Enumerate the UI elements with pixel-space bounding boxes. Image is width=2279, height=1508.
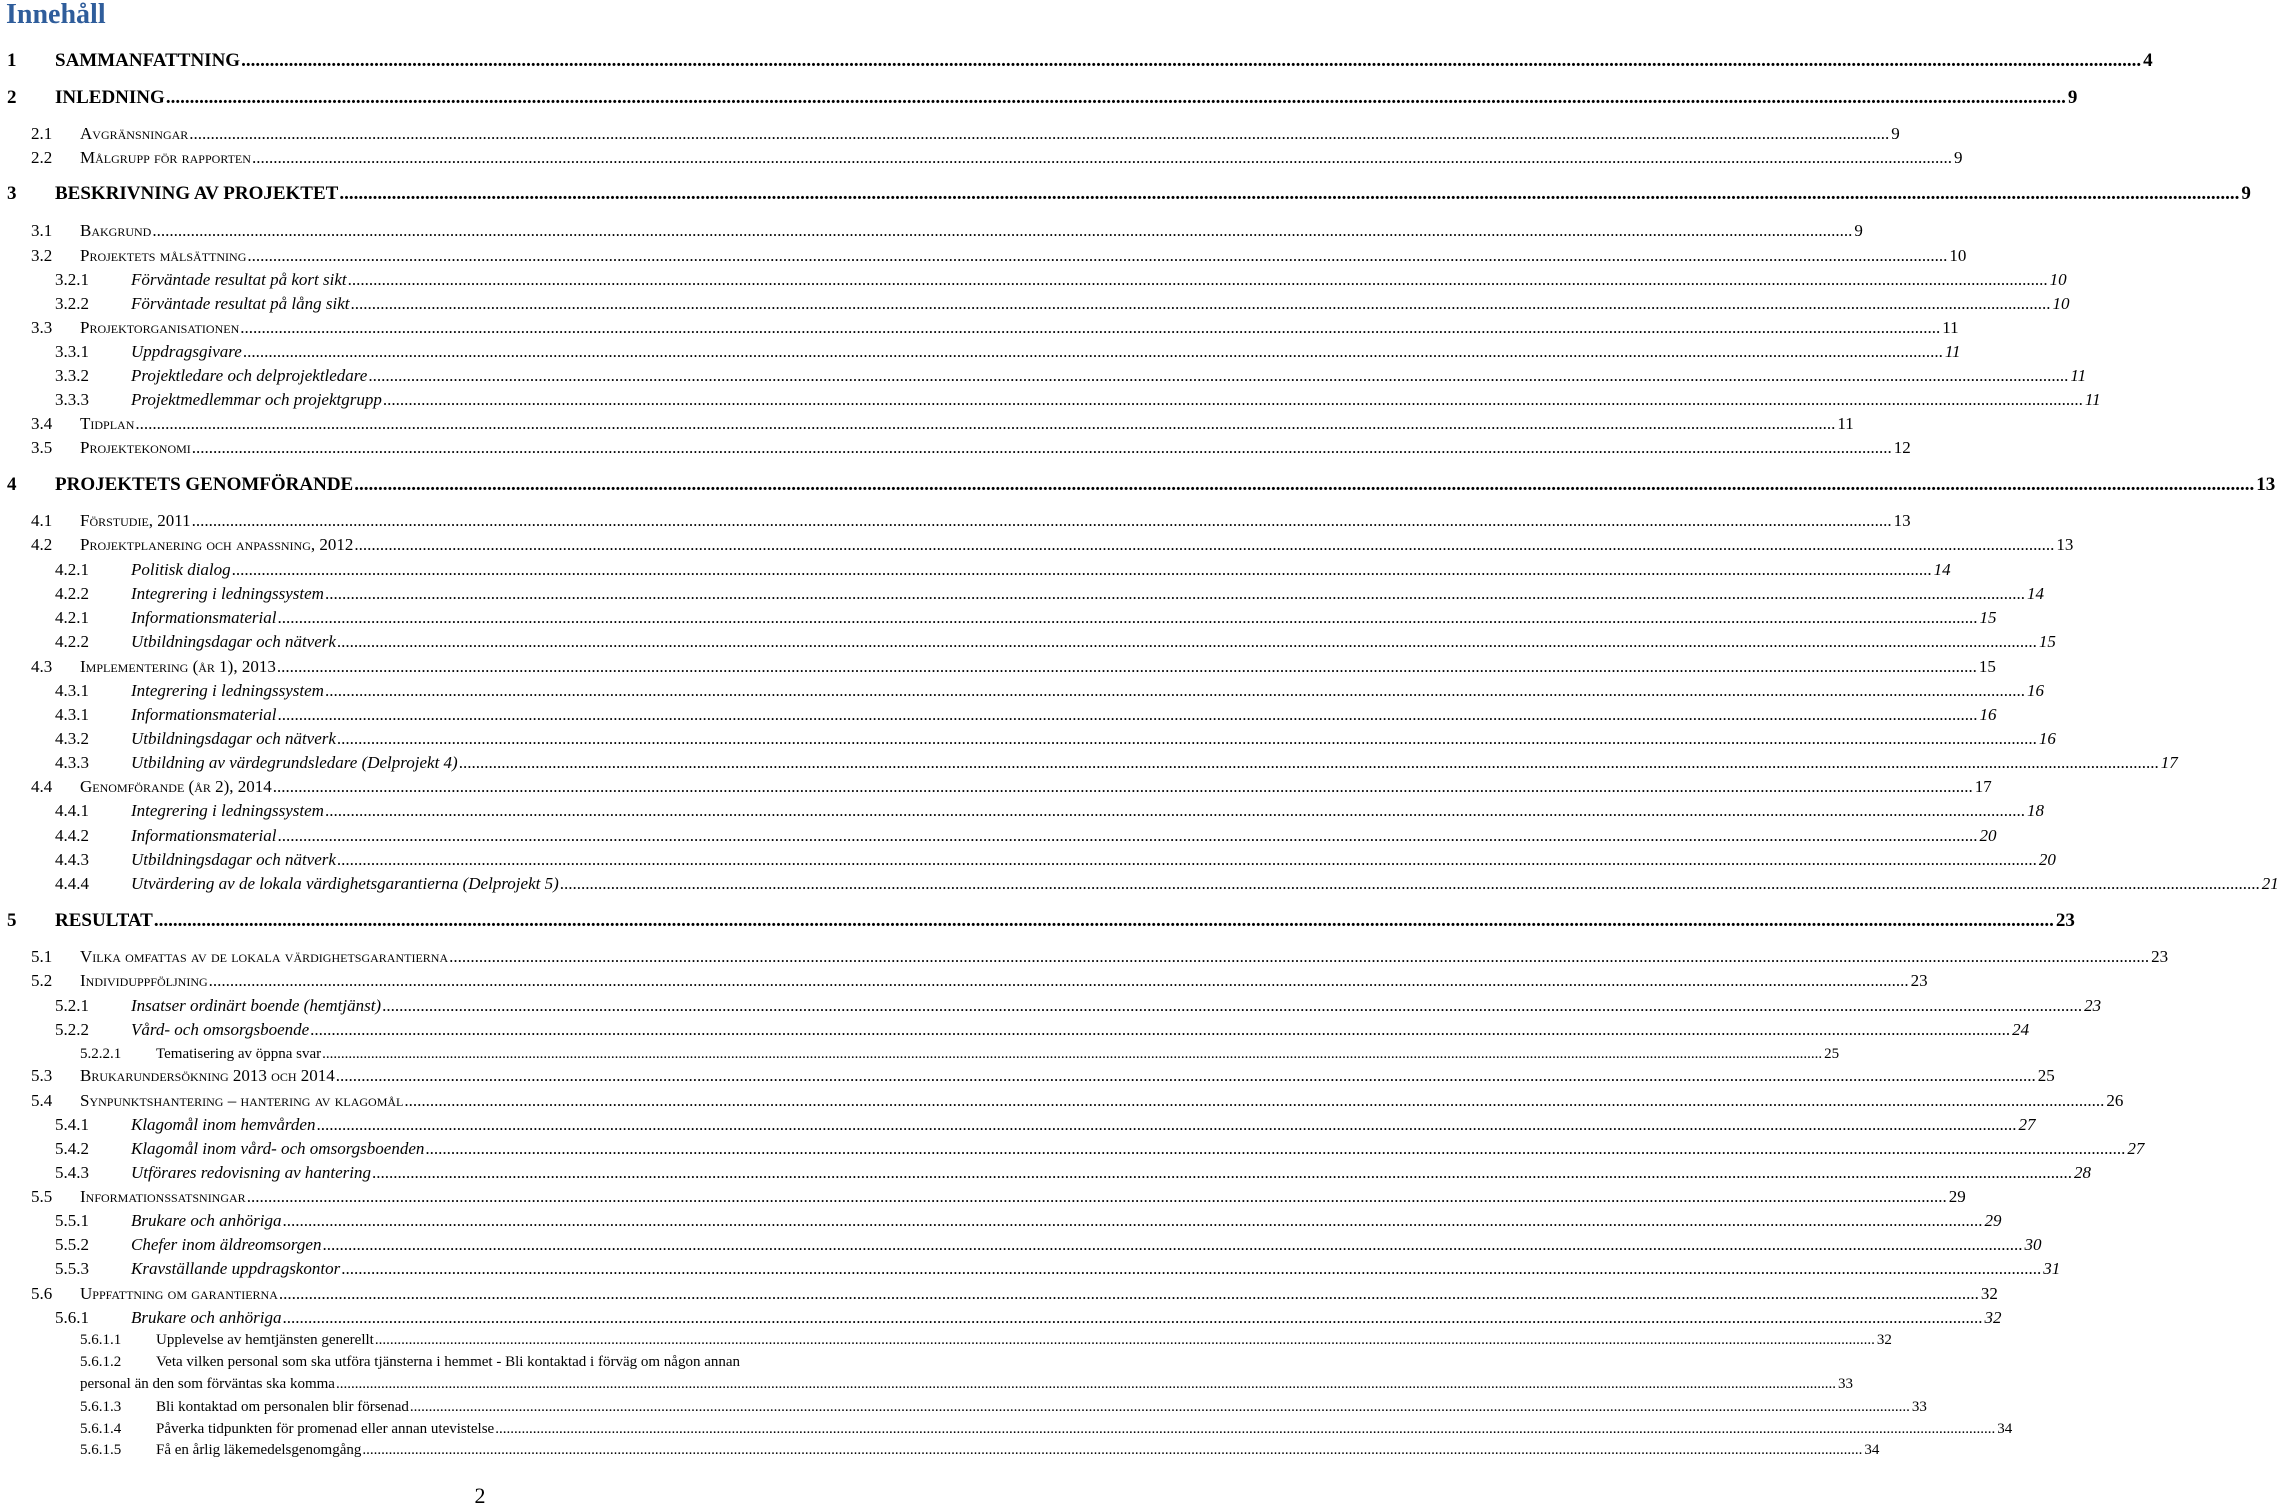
toc-entry-page: 32 (1876, 1332, 1892, 1348)
dot-leader: ................................................................................................................................................................................................................................................................................................................................................................................................................ (240, 318, 1941, 337)
toc-entry-number: 2.2 (31, 148, 53, 167)
toc-entry[interactable] (0, 436, 1911, 460)
toc-entry-number: 3 (7, 183, 17, 204)
toc-entry-number: 5.4 (31, 1091, 53, 1110)
toc-entry-page: 29 (1948, 1187, 1966, 1206)
toc-entry-page: 11 (1944, 342, 1961, 361)
toc-entry-page: 21 (2261, 874, 2279, 893)
toc-entry[interactable] (0, 1306, 2002, 1330)
toc-entry-page: 14 (2026, 584, 2044, 603)
toc-heading: Innehåll (6, 0, 106, 30)
toc-entry[interactable] (0, 182, 2251, 206)
toc-entry-number: 5.6.1.4 (80, 1421, 122, 1437)
toc-entry[interactable] (0, 1161, 2092, 1185)
toc-entry[interactable] (0, 292, 2070, 316)
toc-entry[interactable] (0, 969, 1928, 993)
toc-entry[interactable] (0, 848, 2056, 872)
toc-entry-number: 3.5 (31, 438, 53, 457)
toc-entry-title: Uppfattning om garantierna (80, 1282, 279, 1306)
toc-entry-page: 23 (2084, 996, 2102, 1015)
toc-entry-page: 9 (1891, 124, 1900, 143)
toc-entry-page: 23 (2151, 947, 2169, 966)
toc-entry[interactable] (0, 655, 1996, 679)
toc-entry[interactable] (0, 945, 2169, 969)
toc-entry[interactable] (0, 412, 1854, 436)
toc-entry-number: 5.4.1 (55, 1115, 89, 1134)
dot-leader: ................................................................................................................................................................................................................................................................................................................................................................................................................ (208, 971, 1909, 990)
toc-entry-title: Informationsmaterial (131, 824, 277, 848)
page-number: 2 (474, 1483, 486, 1508)
dot-leader: ................................................................................................................................................................................................................................................................................................................................................................................................................ (153, 910, 2054, 931)
toc-entry-number: 4.4.4 (55, 874, 89, 893)
toc-entry-page: 28 (2074, 1163, 2092, 1182)
toc-entry-title: Påverka tidpunkten för promenad eller annan utevistelse (156, 1417, 495, 1441)
dot-leader: ................................................................................................................................................................................................................................................................................................................................................................................................................ (276, 657, 1977, 676)
toc-entry[interactable] (0, 473, 2276, 497)
dot-leader: ................................................................................................................................................................................................................................................................................................................................................................................................................ (247, 246, 1948, 265)
toc-entry-number: 5.6.1 (55, 1308, 89, 1327)
toc-entry[interactable] (0, 122, 1900, 146)
toc-entry-page: 9 (2241, 183, 2251, 204)
dot-leader: ................................................................................................................................................................................................................................................................................................................................................................................................................ (347, 270, 2048, 289)
toc-entry-page: 23 (2055, 910, 2075, 931)
dot-leader: ................................................................................................................................................................................................................................................................................................................................................................................................................ (191, 511, 1892, 530)
toc-entry-page: 27 (2018, 1115, 2036, 1134)
toc-entry[interactable] (0, 703, 1997, 727)
toc-entry[interactable] (0, 824, 1997, 848)
toc-entry-title: RESULTAT (55, 910, 153, 931)
toc-entry-title: Bli kontaktad om personalen blir försenad (156, 1395, 410, 1419)
dot-leader: ................................................................................................................................................................................................................................................................................................................................................................................................................ (336, 850, 2037, 869)
toc-entry-page: 13 (2256, 474, 2276, 495)
toc-entry[interactable] (0, 994, 2102, 1018)
toc-entry-title: Politisk dialog (131, 558, 232, 582)
toc-entry-page: 32 (1984, 1308, 2002, 1327)
dot-leader: ................................................................................................................................................................................................................................................................................................................................................................................................................ (495, 1421, 1996, 1437)
dot-leader: ................................................................................................................................................................................................................................................................................................................................................................................................................ (231, 560, 1932, 579)
toc-entry-title: Bakgrund (80, 219, 152, 243)
dot-leader: ................................................................................................................................................................................................................................................................................................................................................................................................................ (251, 148, 1952, 167)
toc-entry-title: Informationsmaterial (131, 606, 277, 630)
toc-entry-title: Vilka omfattas av de lokala värdighetsgarantierna (80, 945, 449, 969)
toc-entry[interactable] (0, 1233, 2042, 1257)
toc-entry-number: 3.3.3 (55, 390, 89, 409)
toc-entry-page: 13 (1893, 511, 1911, 530)
toc-entry-page: 11 (1942, 318, 1959, 337)
toc-entry-title: Förväntade resultat på lång sikt (131, 292, 350, 316)
toc-entry-page: 4 (2143, 50, 2153, 71)
toc-entry-number: 4.2 (31, 535, 53, 554)
toc-entry-title: Integrering i ledningssystem (131, 679, 325, 703)
toc-entry-number: 4.2.1 (55, 608, 89, 627)
toc-entry[interactable] (0, 268, 2067, 292)
dot-leader: ................................................................................................................................................................................................................................................................................................................................................................................................................ (354, 535, 2055, 554)
toc-entry[interactable] (0, 606, 1997, 630)
dot-leader: ................................................................................................................................................................................................................................................................................................................................................................................................................ (246, 1187, 1947, 1206)
dot-leader: ................................................................................................................................................................................................................................................................................................................................................................................................................ (242, 342, 1943, 361)
dot-leader: ................................................................................................................................................................................................................................................................................................................................................................................................................ (272, 777, 1973, 796)
dot-leader: ................................................................................................................................................................................................................................................................................................................................................................................................................ (368, 366, 2069, 385)
toc-entry-title: Informationssatsningar (80, 1185, 247, 1209)
dot-leader: ................................................................................................................................................................................................................................................................................................................................................................................................................ (282, 1211, 1983, 1230)
toc-entry-page: 33 (1911, 1399, 1927, 1415)
toc-entry-title: PROJEKTETS GENOMFÖRANDE (55, 474, 354, 495)
toc-entry-title: Brukare och anhöriga (131, 1306, 282, 1330)
toc-entry-number: 4.4.2 (55, 826, 89, 845)
toc-entry[interactable] (0, 509, 1911, 533)
dot-leader: ................................................................................................................................................................................................................................................................................................................................................................................................................ (322, 1046, 1823, 1062)
toc-entry-page: 29 (1984, 1211, 2002, 1230)
toc-entry-title: Brukare och anhöriga (131, 1209, 282, 1233)
toc-entry-number: 3.2 (31, 246, 53, 265)
dot-leader: ................................................................................................................................................................................................................................................................................................................................................................................................................ (191, 438, 1892, 457)
toc-entry-title: Klagomål inom hemvården (131, 1113, 316, 1137)
toc-entry-title: Uppdragsgivare (131, 340, 243, 364)
dot-leader: ................................................................................................................................................................................................................................................................................................................................................................................................................ (135, 414, 1836, 433)
toc-entry-title: Tidplan (80, 412, 135, 436)
toc-entry-title: Utbildningsdagar och nätverk (131, 727, 337, 751)
toc-entry[interactable] (0, 316, 1959, 340)
toc-entry-page: 15 (1978, 657, 1996, 676)
toc-entry-title: Informationsmaterial (131, 703, 277, 727)
toc-entry-number: 4.3.2 (55, 729, 89, 748)
toc-entry-title: personal än den som förväntas ska komma (80, 1372, 336, 1396)
toc-entry-number: 5.2.2.1 (80, 1046, 122, 1062)
dot-leader: ................................................................................................................................................................................................................................................................................................................................................................................................................ (310, 1020, 2011, 1039)
toc-entry-number: 4.2.2 (55, 584, 89, 603)
toc-entry[interactable] (0, 533, 2074, 557)
toc-entry[interactable] (0, 146, 1963, 170)
toc-entry-page: 11 (1837, 414, 1854, 433)
toc-entry-page: 13 (2056, 535, 2074, 554)
toc-entry-number: 5.6.1.2 (80, 1354, 122, 1370)
toc-entry-title: Förstudie, 2011 (80, 509, 192, 533)
toc-entry-title: Utbildningsdagar och nätverk (131, 848, 337, 872)
dot-leader: ................................................................................................................................................................................................................................................................................................................................................................................................................ (449, 947, 2150, 966)
toc-entry-title: Projektledare och delprojektledare (131, 364, 368, 388)
toc-entry-number: 5 (7, 910, 17, 931)
toc-entry-number: 4.2.1 (55, 560, 89, 579)
toc-entry[interactable] (0, 727, 2056, 751)
toc-entry-page: 33 (1837, 1376, 1853, 1392)
toc-entry[interactable] (0, 1185, 1966, 1209)
toc-entry-number: 3.3.2 (55, 366, 89, 385)
toc-entry[interactable] (0, 1257, 2061, 1281)
toc-entry-page: 20 (2038, 850, 2056, 869)
toc-entry[interactable] (0, 679, 2044, 703)
toc-entry[interactable] (0, 630, 2056, 654)
toc-entry-title: Få en årlig läkemedelsgenomgång (156, 1438, 362, 1462)
dot-leader: ................................................................................................................................................................................................................................................................................................................................................................................................................ (382, 390, 2083, 409)
toc-entry-number: 5.5 (31, 1187, 53, 1206)
toc-entry-number: 3.2.2 (55, 294, 89, 313)
toc-entry-title: Upplevelse av hemtjänsten generellt (156, 1328, 375, 1352)
toc-entry-title: Integrering i ledningssystem (131, 799, 325, 823)
toc-entry-page: 10 (2052, 294, 2070, 313)
dot-leader: ................................................................................................................................................................................................................................................................................................................................................................................................................ (559, 874, 2260, 893)
toc-entry-title: Utbildning av värdegrundsledare (Delprojekt 4) (131, 751, 459, 775)
toc-entry-page: 16 (2038, 729, 2056, 748)
toc-entry-number: 4.3.1 (55, 681, 89, 700)
toc-entry[interactable] (0, 364, 2087, 388)
toc-entry[interactable] (0, 1209, 2002, 1233)
dot-leader: ................................................................................................................................................................................................................................................................................................................................................................................................................ (277, 705, 1978, 724)
toc-entry-page: 17 (2160, 753, 2178, 772)
toc-entry-title: SAMMANFATTNING (55, 50, 241, 71)
toc-entry-title: Implementering (år 1), 2013 (80, 655, 277, 679)
dot-leader: ................................................................................................................................................................................................................................................................................................................................................................................................................ (324, 584, 2025, 603)
toc-entry-page: 20 (1979, 826, 1997, 845)
toc-entry[interactable] (0, 751, 2178, 775)
toc-entry-title: Projektorganisationen (80, 316, 240, 340)
toc-entry-title: Klagomål inom vård- och omsorgsboenden (131, 1137, 425, 1161)
toc-entry[interactable] (0, 1089, 2124, 1113)
toc-entry-number: 5.5.3 (55, 1259, 89, 1278)
dot-leader: ................................................................................................................................................................................................................................................................................................................................................................................................................ (152, 221, 1853, 240)
toc-entry[interactable] (0, 909, 2075, 933)
toc-entry-title: Integrering i ledningssystem (131, 582, 325, 606)
toc-entry-page: 18 (2026, 801, 2044, 820)
toc-entry-number: 3.4 (31, 414, 53, 433)
dot-leader: ................................................................................................................................................................................................................................................................................................................................................................................................................ (165, 87, 2066, 108)
toc-entry-number: 4 (7, 474, 17, 495)
dot-leader: ................................................................................................................................................................................................................................................................................................................................................................................................................ (316, 1115, 2017, 1134)
dot-leader: ................................................................................................................................................................................................................................................................................................................................................................................................................ (409, 1399, 1910, 1415)
dot-leader: ................................................................................................................................................................................................................................................................................................................................................................................................................ (277, 608, 1978, 627)
toc-entry[interactable] (0, 49, 2153, 73)
toc-entry-page: 11 (2070, 366, 2087, 385)
toc-entry-number: 3.2.1 (55, 270, 89, 289)
toc-entry-page: 24 (2012, 1020, 2030, 1039)
dot-leader: ................................................................................................................................................................................................................................................................................................................................................................................................................ (282, 1308, 1983, 1327)
toc-entry-number: 5.4.2 (55, 1139, 89, 1158)
toc-entry-title: Chefer inom äldreomsorgen (131, 1233, 322, 1257)
toc-entry-page: 11 (2084, 390, 2101, 409)
toc-entry[interactable] (0, 340, 1961, 364)
toc-entry-page: 34 (1864, 1442, 1880, 1458)
toc-entry-title: Utförares redovisning av hantering (131, 1161, 372, 1185)
toc-entry[interactable] (0, 1064, 2055, 1088)
toc-entry-page: 26 (2106, 1091, 2124, 1110)
dot-leader: ................................................................................................................................................................................................................................................................................................................................................................................................................ (404, 1091, 2105, 1110)
toc-entry-number: 2.1 (31, 124, 53, 143)
dot-leader: ................................................................................................................................................................................................................................................................................................................................................................................................................ (341, 1259, 2042, 1278)
toc-entry[interactable] (0, 1438, 1880, 1462)
toc-entry[interactable] (0, 1113, 2036, 1137)
toc-entry-number: 5.6.1.3 (80, 1399, 122, 1415)
toc-entry-number: 4.2.2 (55, 632, 89, 651)
toc-entry-title: Projektmedlemmar och projektgrupp (131, 388, 383, 412)
dot-leader: ................................................................................................................................................................................................................................................................................................................................................................................................................ (324, 681, 2025, 700)
toc-entry-number: 2 (7, 87, 17, 108)
toc-entry-title: Utbildningsdagar och nätverk (131, 630, 337, 654)
toc-entry[interactable] (0, 1328, 1892, 1352)
toc-entry-number: 4.3 (31, 657, 53, 676)
toc-entry-number: 3.1 (31, 221, 53, 240)
toc-entry[interactable] (0, 1137, 2145, 1161)
toc-entry-page: 15 (2038, 632, 2056, 651)
toc-entry-number: 5.5.2 (55, 1235, 89, 1254)
toc-entry-number: 1 (7, 50, 17, 71)
toc-entry-page: 9 (2067, 87, 2078, 108)
toc-entry-title: Projektekonomi (80, 436, 192, 460)
toc-entry-title: Projektets målsättning (80, 244, 247, 268)
toc-entry-page: 27 (2127, 1139, 2145, 1158)
toc-entry-page: 31 (2043, 1259, 2061, 1278)
toc-entry-title: Utvärdering av de lokala värdighetsgarantierna (Delprojekt 5) (131, 872, 560, 896)
toc-entry-number: 5.4.3 (55, 1163, 89, 1182)
toc-entry-number: 5.6.1.5 (80, 1442, 122, 1458)
toc-entry-page: 25 (1824, 1046, 1840, 1062)
toc-entry[interactable] (0, 1395, 1927, 1419)
dot-leader: ................................................................................................................................................................................................................................................................................................................................................................................................................ (277, 826, 1978, 845)
toc-entry-number: 5.6 (31, 1284, 53, 1303)
dot-leader: ................................................................................................................................................................................................................................................................................................................................................................................................................ (241, 50, 2142, 71)
toc-entry-page: 17 (1974, 777, 1992, 796)
dot-leader: ................................................................................................................................................................................................................................................................................................................................................................................................................ (324, 801, 2025, 820)
dot-leader: ................................................................................................................................................................................................................................................................................................................................................................................................................ (322, 1235, 2023, 1254)
toc-entry[interactable] (0, 1042, 1840, 1066)
toc-entry-number: 4.1 (31, 511, 53, 530)
toc-entry-number: 5.3 (31, 1066, 53, 1085)
dot-leader: ................................................................................................................................................................................................................................................................................................................................................................................................................ (374, 1332, 1875, 1348)
toc-entry-title: Målgrupp för rapporten (80, 146, 252, 170)
toc-entry-page: 15 (1979, 608, 1997, 627)
toc-entry-number: 5.1 (31, 947, 53, 966)
toc-entry-page: 16 (2026, 681, 2044, 700)
toc-entry-number: 4.3.1 (55, 705, 89, 724)
toc-entry[interactable] (0, 799, 2044, 823)
dot-leader: ................................................................................................................................................................................................................................................................................................................................................................................................................ (336, 729, 2037, 748)
toc-entry[interactable] (0, 582, 2044, 606)
toc-entry-page: 10 (1949, 246, 1967, 265)
toc-entry-title: Veta vilken personal som ska utföra tjänsterna i hemmet - Bli kontaktad i förväg om någon annan (156, 1354, 741, 1370)
toc-entry-page: 10 (2049, 270, 2067, 289)
dot-leader: ................................................................................................................................................................................................................................................................................................................................................................................................................ (425, 1139, 2126, 1158)
toc-entry-number: 5.6.1.1 (80, 1332, 122, 1348)
toc-entry-title: BESKRIVNING AV PROJEKTET (55, 183, 339, 204)
toc-entry-page: 9 (1953, 148, 1963, 167)
toc-entry[interactable] (0, 86, 2078, 110)
toc-entry-number: 4.4.3 (55, 850, 89, 869)
toc-entry-title: Avgränsningar (80, 122, 189, 146)
toc-entry[interactable] (0, 388, 2101, 412)
toc-entry-number: 4.4 (31, 777, 53, 796)
toc-entry-page: 30 (2024, 1235, 2042, 1254)
toc-entry-title: Individuppföljning (80, 969, 209, 993)
toc-entry-page: 32 (1980, 1284, 1998, 1303)
toc-entry-title: Förväntade resultat på kort sikt (131, 268, 348, 292)
toc-entry-title: Projektplanering och anpassning, 2012 (80, 533, 354, 557)
dot-leader: ................................................................................................................................................................................................................................................................................................................................................................................................................ (335, 1066, 2036, 1085)
toc-entry-page: 23 (1910, 971, 1928, 990)
toc-entry-page: 12 (1893, 438, 1911, 457)
toc-entry[interactable] (0, 244, 1967, 268)
toc-entry[interactable] (0, 1018, 2030, 1042)
toc-entry-title: Vård- och omsorgsboende (131, 1018, 310, 1042)
toc-entry-number: 5.5.1 (55, 1211, 89, 1230)
dot-leader: ................................................................................................................................................................................................................................................................................................................................................................................................................ (350, 294, 2051, 313)
toc-entry-number: 5.2.1 (55, 996, 89, 1015)
toc-entry-page: 25 (2037, 1066, 2055, 1085)
toc-entry-number: 5.2.2 (55, 1020, 89, 1039)
toc-entry[interactable] (0, 558, 1951, 582)
toc-entry-title: Insatser ordinärt boende (hemtjänst) (131, 994, 382, 1018)
toc-entry-number: 4.3.3 (55, 753, 89, 772)
dot-leader: ................................................................................................................................................................................................................................................................................................................................................................................................................ (372, 1163, 2073, 1182)
toc-entry[interactable] (0, 219, 1863, 243)
toc-entry-title: INLEDNING (55, 87, 165, 108)
toc-entry-page: 9 (1854, 221, 1863, 240)
toc-entry[interactable] (0, 775, 1992, 799)
dot-leader: ................................................................................................................................................................................................................................................................................................................................................................................................................ (278, 1284, 1979, 1303)
dot-leader: ................................................................................................................................................................................................................................................................................................................................................................................................................ (362, 1442, 1863, 1458)
dot-leader: ................................................................................................................................................................................................................................................................................................................................................................................................................ (354, 474, 2255, 495)
dot-leader: ................................................................................................................................................................................................................................................................................................................................................................................................................ (382, 996, 2083, 1015)
toc-entry-page: 16 (1979, 705, 1997, 724)
toc-entry-number: 4.4.1 (55, 801, 89, 820)
dot-leader: ................................................................................................................................................................................................................................................................................................................................................................................................................ (335, 1376, 1836, 1392)
toc-entry-title: Genomförande (år 2), 2014 (80, 775, 273, 799)
toc-entry-title: Brukarundersökning 2013 och 2014 (80, 1064, 336, 1088)
toc-entry-title: Tematisering av öppna svar (156, 1042, 322, 1066)
toc-entry-page: 14 (1933, 560, 1951, 579)
toc-entry[interactable] (0, 1282, 1998, 1306)
dot-leader: ................................................................................................................................................................................................................................................................................................................................................................................................................ (189, 124, 1890, 143)
toc-entry-page: 34 (1997, 1421, 2013, 1437)
dot-leader: ................................................................................................................................................................................................................................................................................................................................................................................................................ (336, 632, 2037, 651)
toc-entry[interactable] (0, 872, 2279, 896)
toc-entry-title: Kravställande uppdragskontor (131, 1257, 341, 1281)
toc-entry-number: 5.2 (31, 971, 53, 990)
dot-leader: ................................................................................................................................................................................................................................................................................................................................................................................................................ (339, 183, 2240, 204)
toc-entry-number: 3.3.1 (55, 342, 89, 361)
dot-leader: ................................................................................................................................................................................................................................................................................................................................................................................................................ (458, 753, 2159, 772)
toc-entry-number: 3.3 (31, 318, 53, 337)
toc-entry-title: Synpunktshantering – hantering av klagomål (80, 1089, 404, 1113)
toc-entry[interactable] (0, 1350, 960, 1374)
toc-entry-continuation[interactable] (0, 1372, 1853, 1396)
